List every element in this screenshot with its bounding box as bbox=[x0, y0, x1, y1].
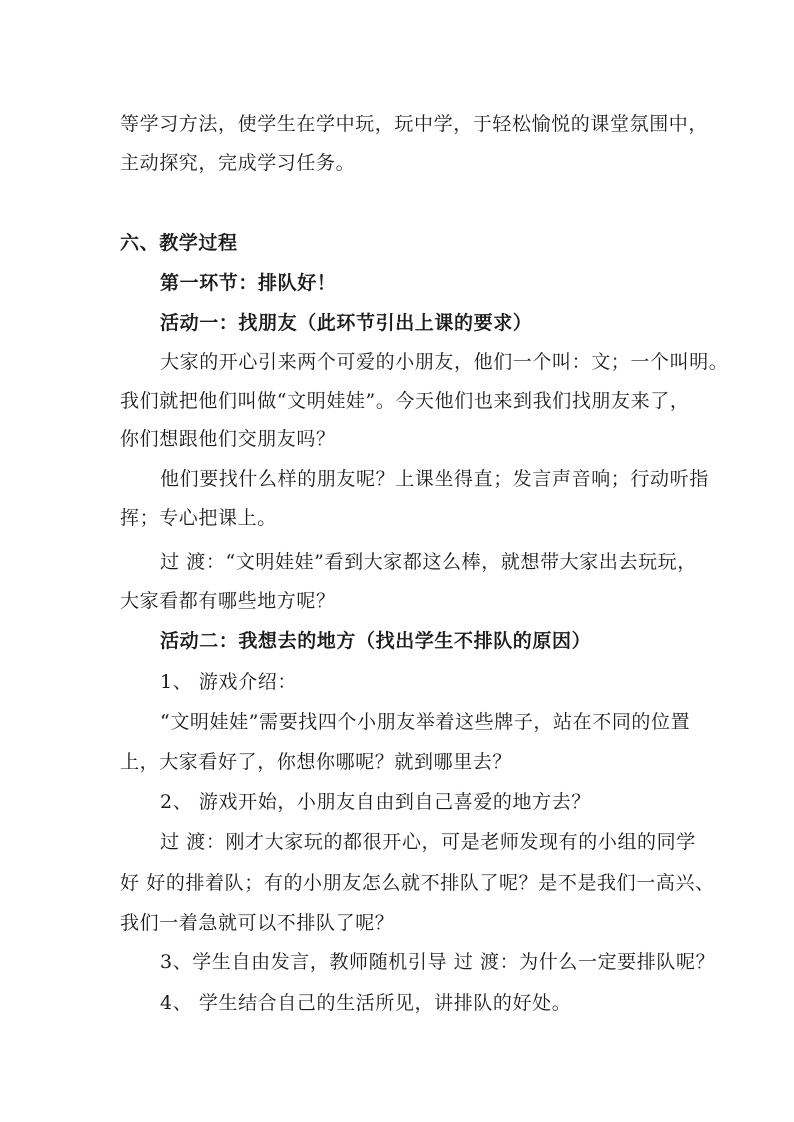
activity2-heading: 活动二：我想去的地方（找出学生不排队的原因） bbox=[160, 630, 592, 652]
section-heading: 六、教学过程 bbox=[120, 232, 238, 254]
intro-line-2: 主动探究，完成学习任务。 bbox=[120, 152, 356, 174]
transition1-line-1: 过 渡：“文明娃娃”看到大家都这么棒，就想带大家出去玩玩， bbox=[160, 551, 697, 573]
activity1-line-1: 大家的开心引来两个可爱的小朋友，他们一个叫：文；一个叫明。 bbox=[160, 351, 729, 373]
activity1-heading: 活动一：找朋友（此环节引出上课的要求） bbox=[160, 312, 533, 334]
activity1-line-3: 你们想跟他们交朋友吗？ bbox=[120, 428, 336, 450]
activity1-line-4: 他们要找什么样的朋友呢？上课坐得直；发言声音响；行动听指 bbox=[160, 468, 709, 490]
activity1-line-5: 挥；专心把课上。 bbox=[120, 507, 277, 529]
step1-line-1: “文明娃娃”需要找四个小朋友举着这些牌子，站在不同的位置 bbox=[160, 711, 691, 733]
transition2-line-3: 我们一着急就可以不排队了呢？ bbox=[120, 912, 395, 934]
intro-line-1: 等学习方法，使学生在学中玩，玩中学，于轻松愉悦的课堂氛围中， bbox=[120, 113, 709, 135]
step2: 2、 游戏开始，小朋友自由到自己喜爱的地方去？ bbox=[160, 791, 591, 813]
transition2-line-1: 过 渡：刚才大家玩的都很开心，可是老师发现有的小组的同学 bbox=[160, 831, 696, 853]
activity1-line-2: 我们就把他们叫做“文明娃娃”。今天他们也来到我们找朋友来了， bbox=[120, 390, 690, 412]
stage1-heading: 第一环节：排队好！ bbox=[160, 272, 337, 294]
step1-line-2: 上，大家看好了，你想你哪呢？就到哪里去？ bbox=[120, 751, 513, 773]
step3: 3、学生自由发言，教师随机引导 过 渡：为什么一定要排队呢？ bbox=[160, 951, 716, 973]
transition1-line-2: 大家看都有哪些地方呢？ bbox=[120, 590, 336, 612]
step1-title: 1、 游戏介绍： bbox=[160, 671, 297, 693]
step4: 4、 学生结合自己的生活所见，讲排队的好处。 bbox=[160, 992, 572, 1014]
transition2-line-2: 好 好的排着队；有的小朋友怎么就不排队了呢？是不是我们一高兴、 bbox=[120, 872, 715, 894]
